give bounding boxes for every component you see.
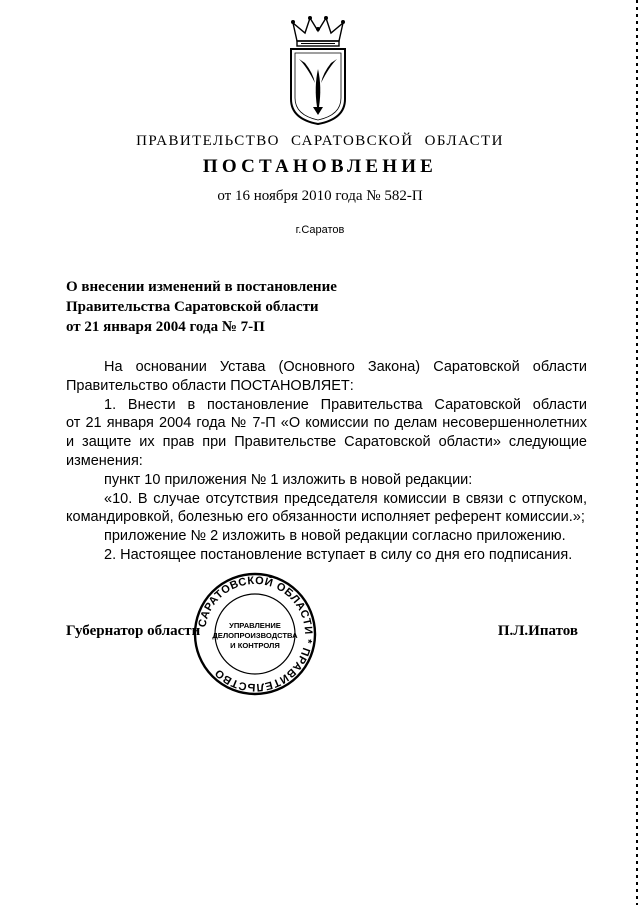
body-line: 1. Внести в постановление Правительства Саратовской области xyxy=(104,396,587,413)
coat-of-arms-icon xyxy=(283,15,353,127)
city: г.Саратов xyxy=(295,224,345,236)
date-and-number: от 16 ноября 2010 года № 582-П xyxy=(217,188,423,204)
body-line: командировкой, болезнью его обязанности исполняет референт комиссии.»; xyxy=(66,509,585,526)
body-line: «10. В случае отсутствия председателя комиссии в связи с отпуском, xyxy=(104,490,587,507)
document-type: ПОСТАНОВЛЕНИЕ xyxy=(202,156,438,177)
body-line: приложение № 2 изложить в новой редакции согласно приложению. xyxy=(104,528,566,545)
seal-center-line: УПРАВЛЕНИЕ xyxy=(229,621,281,630)
seal-center-line: И КОНТРОЛЯ xyxy=(230,641,280,650)
body-line: На основании Устава (Основного Закона) Саратовской области xyxy=(104,359,587,375)
signatory-name: П.Л.Ипатов xyxy=(497,623,578,639)
document-body xyxy=(66,358,587,565)
seal-ring-text: САРАТОВСКОЙ ОБЛАСТИ * ПРАВИТЕЛЬСТВО xyxy=(196,574,315,694)
government-name: ПРАВИТЕЛЬСТВО САРАТОВСКОЙ ОБЛАСТИ xyxy=(136,133,504,149)
subject-line: О внесении изменений в постановление xyxy=(66,279,337,295)
seal-center-line: ДЕЛОПРОИЗВОДСТВА xyxy=(212,631,298,640)
body-line: изменения: xyxy=(66,452,143,469)
body-line: пункт 10 приложения № 1 изложить в новой редакции: xyxy=(104,471,473,488)
subject-line: Правительства Саратовской области xyxy=(66,299,319,315)
subject-line: от 21 января 2004 года № 7-П xyxy=(66,319,265,335)
official-seal xyxy=(193,572,317,696)
signatory-title: Губернатор области xyxy=(66,623,201,639)
body-line: Правительство области ПОСТАНОВЛЯЕТ: xyxy=(66,377,354,394)
body-line: 2. Настоящее постановление вступает в силу со дня его подписания. xyxy=(104,546,573,563)
body-line: и защите их прав при Правительстве Саратовской области» следующие xyxy=(66,434,587,451)
body-line: от 21 января 2004 года № 7-П «О комиссии по делам несовершеннолетних xyxy=(66,415,587,432)
document-subject xyxy=(66,277,406,337)
